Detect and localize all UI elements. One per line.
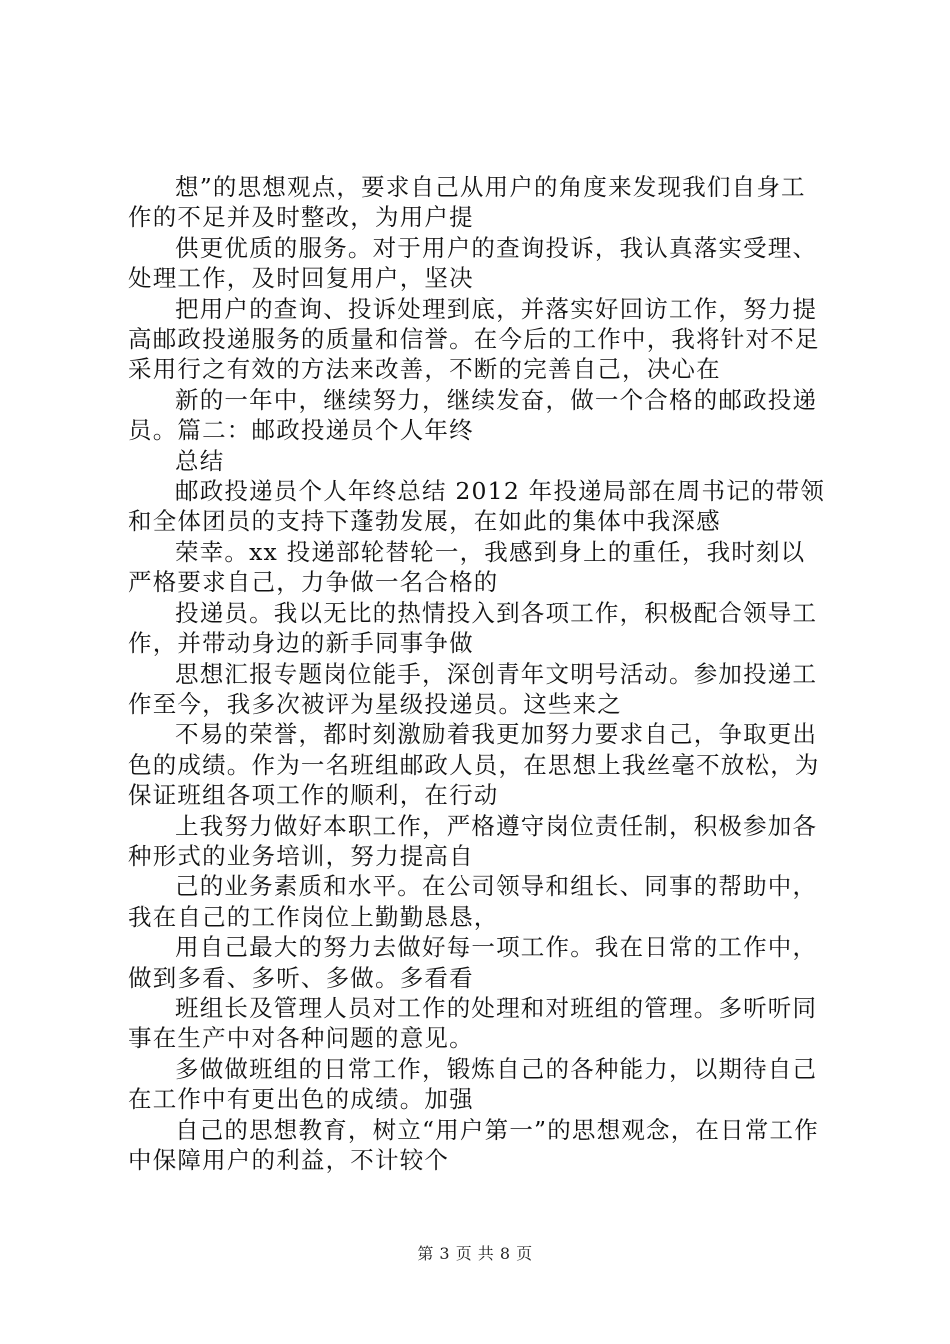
- paragraph: 自己的思想教育，树立“用户第一”的思想观念，在日常工作中保障用户的利益，不计较个: [128, 1115, 819, 1174]
- paragraph: 上我努力做好本职工作，严格遵守岗位责任制，积极参加各种形式的业务培训，努力提高自: [128, 811, 818, 870]
- paragraph: 供更优质的服务。对于用户的查询投诉，我认真落实受理、处理工作，及时回复用户，坚决: [128, 233, 818, 293]
- page-number-footer: 第 3 页 共 8 页: [417, 1244, 533, 1263]
- paragraph: 思想汇报专题岗位能手，深创青年文明号活动。参加投递工作至今，我多次被评为星级投递员。这些来之: [128, 659, 818, 718]
- paragraph: 班组长及管理人员对工作的处理和对班组的管理。多听听同事在生产中对各种问题的意见。: [128, 993, 818, 1053]
- document-body: [128, 172, 828, 1175]
- paragraph: 己的业务素质和水平。在公司领导和组长、同事的帮助中，我在自己的工作岗位上勤勤恳恳，: [128, 872, 818, 931]
- paragraph: 邮政投递员个人年终总结 2012 年投递局部在周书记的带领和全体团员的支持下蓬勃发展，在如此的集体中我深感: [128, 477, 826, 536]
- paragraph: 用自己最大的努力去做好每一项工作。我在日常的工作中，做到多看、多听、多做。多看看: [128, 933, 818, 992]
- paragraph: 投递员。我以无比的热情投入到各项工作，积极配合领导工作，并带动身边的新手同事争做: [128, 598, 818, 658]
- paragraph: 不易的荣誉，都时刻激励着我更加努力要求自己，争取更出色的成绩。作为一名班组邮政人员，在思想上我丝毫不放松，为保证班组各项工作的顺利，在行动: [128, 720, 820, 810]
- paragraph: 总结: [175, 446, 225, 475]
- paragraph: 想”的思想观点，要求自己从用户的角度来发现我们自身工作的不足并及时整改，为用户提: [128, 173, 806, 232]
- paragraph: 把用户的查询、投诉处理到底，并落实好回访工作，努力提高邮政投递服务的质量和信誉。在今后的工作中，我将针对不足采用行之有效的方法来改善，不断的完善自己，决心在: [128, 294, 820, 384]
- paragraph: 新的一年中，继续努力，继续发奋，做一个合格的邮政投递员。篇二：邮政投递员个人年终: [128, 385, 818, 445]
- paragraph: 荣幸。xx 投递部轮替轮一，我感到身上的重任，我时刻以严格要求自己，力争做一名合格的: [128, 537, 806, 597]
- paragraph: 多做做班组的日常工作，锻炼自己的各种能力，以期待自己在工作中有更出色的成绩。加强: [128, 1054, 818, 1114]
